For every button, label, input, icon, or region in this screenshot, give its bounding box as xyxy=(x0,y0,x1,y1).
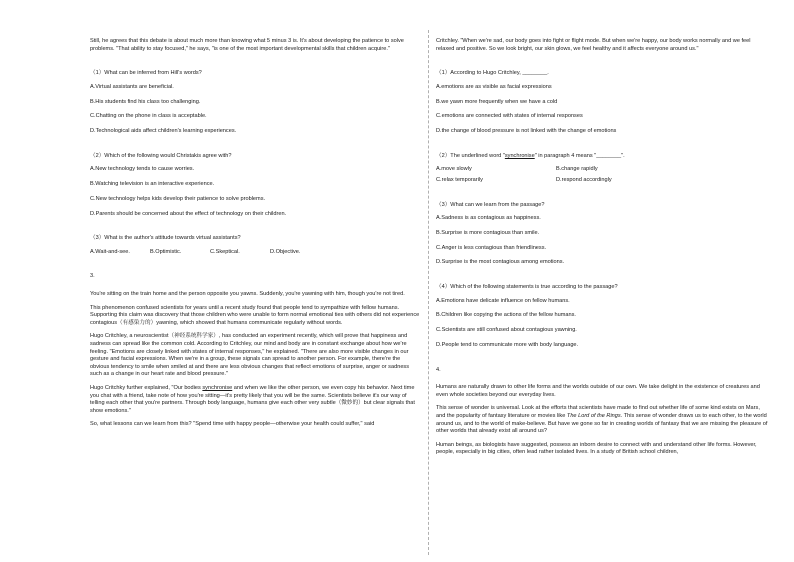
passage-3-question-1-option-d: D.the change of blood pressure is not linked with the change of emotions xyxy=(436,128,617,135)
passage-3-question-3-option-c: C.Anger is less contagious than friendliness. xyxy=(436,244,547,251)
passage-3-question-2-option-a: A.move slowly xyxy=(436,166,472,173)
question-3-option-a: A.Wait-and-see. xyxy=(90,248,130,255)
paragraph-2-text-a: This sense of wonder is universal. Look at the efforts that scientists have made to find out whether life of some kind exists on Mars, and the popularity of fantasy literature or movies like xyxy=(436,405,760,419)
passage-3-question-1-option-c: C.emotions are connected with states of internal responses xyxy=(436,113,583,120)
passage-3-paragraph-1: You're sitting on the train home and the person opposite you yawns. Suddenly, you're yawning with him, though you're not tired. xyxy=(90,291,405,298)
passage-4-number: 4. xyxy=(436,366,441,373)
question-1-option-b: B.His students find his class too challenging. xyxy=(90,98,201,105)
paragraph-2-text-b: . This sense of wonder draws us to each other, to the world around us, and to the world of make-believe. But have we gone so far in creating worlds of fantasy that we are missing the pleasure of other worlds that already exist all around us? xyxy=(436,412,768,435)
italic-title: The Lord of the Rings xyxy=(566,412,621,419)
continuation-paragraph: Critchley. "When we're sad, our body goes into fight or flight mode. But when we're happy, our body works normally and we feel relaxed and positive. So we look bright, our skin glows, we feel healthy and it affects everyone around us." xyxy=(436,38,751,52)
intro-paragraph: Still, he agrees that this debate is about much more than knowing what 5 minus 3 is. It's about developing the patience to solve problems. "That ability to stay focused," he says, "is one of the most important developmental skills that children acquire." xyxy=(90,38,404,52)
question-2-underlined-word: synchronise xyxy=(504,152,535,159)
passage-3-question-2-option-b: B.change rapidly xyxy=(556,166,598,173)
passage-3-question-4-stem: （4）Which of the following statements is true according to the passage? xyxy=(436,284,618,291)
paragraph-4-text-b: and when we like the other person, we even copy his behavior. Next time you chat with a friend, take note of how you're sitting—it's pretty likely that you will be the same. Scientists believe it's our way of telling each other that you're partners. Through body language, humans give each other very subtle（微妙的）but clear signals that show emotions." xyxy=(90,384,415,414)
column-divider xyxy=(428,30,429,555)
passage-3-question-1-option-b: B.we yawn more frequently when we have a cold xyxy=(436,98,558,105)
question-2-stem-a: （2）The underlined word " xyxy=(436,152,505,159)
passage-4-paragraph-3: Human beings, as biologists have suggested, possess an inborn desire to connect with and understand other life forms. However, people, especially in big cities, often lead rather isolated lives. In a study of British school children, xyxy=(436,441,757,456)
passage-3-question-2-options xyxy=(436,166,770,184)
question-3-options xyxy=(90,249,420,257)
passage-3-question-4-option-b: B.Children like copying the actions of the fellow humans. xyxy=(436,312,576,319)
question-1-option-d: D.Technological aids affect children's learning experiences. xyxy=(90,128,237,135)
right-column xyxy=(436,38,770,463)
passage-3-question-3-option-d: D.Surprise is the most contagious among emotions. xyxy=(436,259,565,266)
passage-3-paragraph-4 xyxy=(90,385,420,415)
question-3-option-b: B.Optimistic. xyxy=(150,248,182,255)
question-1-option-a: A.Virtual assistants are beneficial. xyxy=(90,83,174,90)
question-2-stem: （2）Which of the following would Christakis agree with? xyxy=(90,152,232,159)
question-2-option-d: D.Parents should be concerned about the effect of technology on their children. xyxy=(90,210,287,217)
question-2-option-b: B.Watching television is an interactive experience. xyxy=(90,181,215,188)
question-2-option-a: A.New technology tends to cause worries. xyxy=(90,166,195,173)
question-1-option-c: C.Chatting on the phone in class is acceptable. xyxy=(90,113,207,120)
passage-3-question-3-option-b: B.Surprise is more contagious than smile. xyxy=(436,229,540,236)
passage-4-paragraph-1: Humans are naturally drawn to other life forms and the worlds outside of our own. We take delight in the existence of creatures and even whole societies beyond our everyday lives. xyxy=(436,384,760,398)
passage-3-question-3-stem: （3）What can we learn from the passage? xyxy=(436,201,545,208)
passage-3-question-3-option-a: A.Sadness is as contagious as happiness. xyxy=(436,215,541,222)
passage-3-question-1-stem: （1）According to Hugo Critchley, ________. xyxy=(436,70,549,77)
passage-3-paragraph-2: This phenomenon confused scientists for years until a recent study found that people tend to sympathize with fellow humans. Supporting this claim was discovery that those children who were unable to form normal emotional ties with others did not experience contagious（有感染力的）yawning, which showed that humans communicate regularly without words. xyxy=(90,304,420,326)
passage-3-paragraph-5: So, what lessons can we learn from this? "Spend time with happy people—otherwise your health could suffer," said xyxy=(90,421,375,428)
passage-3-number: 3. xyxy=(90,273,95,280)
passage-4-paragraph-2 xyxy=(436,405,770,435)
question-2-option-c: C.New technology helps kids develop their patience to solve problems. xyxy=(90,195,266,202)
passage-3-paragraph-3: Hugo Critchley, a neuroscientist（神经系统科学家）, has conducted an experiment recently, which will prove that happiness and sadness can spread like the common cold. According to Critchley, our mind and body are in constant exchange about how we're feeling. "Emotions are closely linked with states of internal responses," he explained. "There are also more visible changes in our gesture and facial expressions. When we're in a group, these signals can spread to another person. For example, there're the obvious tendency to smile when smiled at and there are less obvious changes that reflect emotions of surprise, anger or sadness such as a change in our heart rate and blood pressure." xyxy=(90,333,410,378)
passage-3-question-1-option-a: A.emotions are as visible as facial expressions xyxy=(436,83,552,90)
passage-3-question-4-option-a: A.Emotions have delicate influence on fellow humans. xyxy=(436,297,570,304)
question-1-stem: （1）What can be inferred from Hill's words? xyxy=(90,70,202,77)
passage-3-question-2-option-d: D.respond accordingly xyxy=(556,176,612,183)
paragraph-4-text-a: Hugo Critchky further explained, "Our bodies xyxy=(90,384,203,391)
passage-3-question-4-option-d: D.People tend to communicate more with body language. xyxy=(436,341,579,348)
passage-3-question-2-stem xyxy=(436,153,770,161)
question-3-option-d: D.Objective. xyxy=(270,248,301,255)
passage-3-question-4-option-c: C.Scientists are still confused about contagious yawning. xyxy=(436,327,577,334)
question-2-stem-b: " in paragraph 4 means "________". xyxy=(534,152,625,159)
passage-3-question-2-option-c: C.relax temporarily xyxy=(436,176,483,183)
question-3-option-c: C.Skeptical. xyxy=(210,248,240,255)
question-3-stem: （3）What is the author's attitude towards virtual assistants? xyxy=(90,235,241,242)
left-column xyxy=(90,38,420,435)
underlined-word: synchronise xyxy=(202,384,233,391)
